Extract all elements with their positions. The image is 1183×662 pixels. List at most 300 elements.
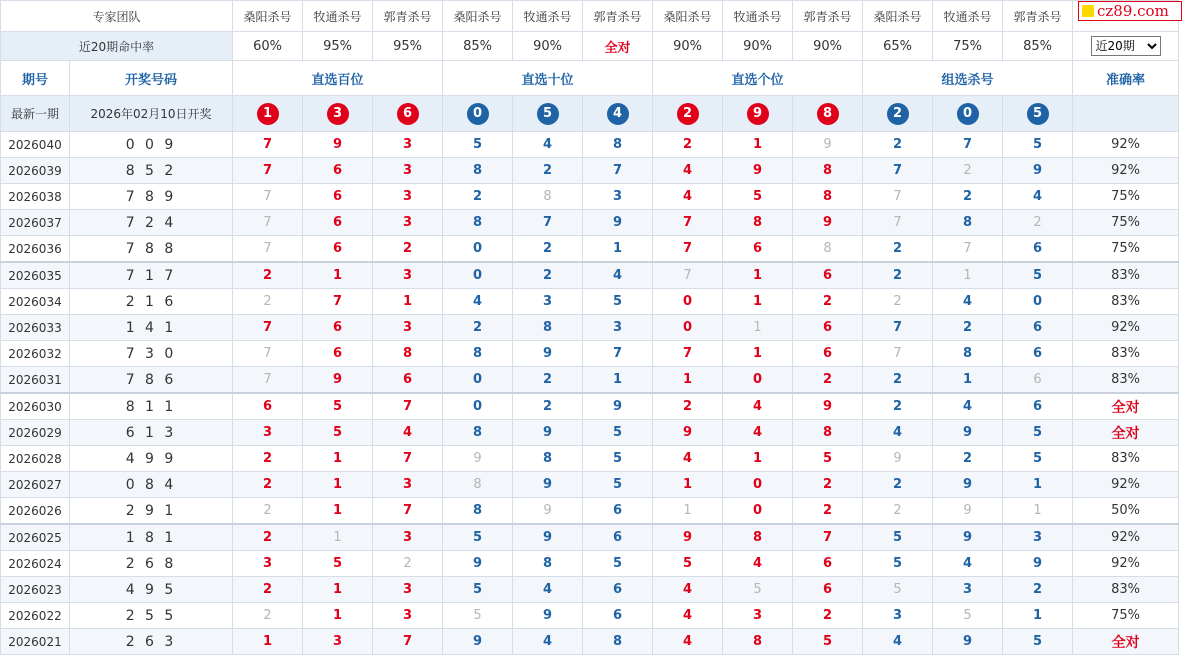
expert-name: 桑阳杀号 <box>443 1 513 32</box>
kill-number: 9 <box>653 420 723 446</box>
kill-number: 7 <box>373 498 443 525</box>
kill-number: 9 <box>1003 551 1073 577</box>
issue-number: 2026033 <box>1 315 70 341</box>
accuracy-value: 75% <box>1073 184 1179 210</box>
draw-number: 2 5 5 <box>70 603 233 629</box>
kill-number: 8 <box>723 210 793 236</box>
accuracy-value: 83% <box>1073 289 1179 315</box>
kill-number: 3 <box>233 420 303 446</box>
hit-rate: 90% <box>653 32 723 61</box>
draw-number: 6 1 3 <box>70 420 233 446</box>
kill-number: 5 <box>583 472 653 498</box>
kill-number: 6 <box>793 262 863 289</box>
kill-number: 8 <box>513 551 583 577</box>
number-ball: 6 <box>397 103 419 125</box>
kill-number: 3 <box>373 472 443 498</box>
latest-ball-cell <box>863 96 933 132</box>
kill-number: 2 <box>793 498 863 525</box>
number-ball: 4 <box>607 103 629 125</box>
table-row <box>1 577 1179 603</box>
kill-number: 5 <box>443 524 513 551</box>
kill-number: 2 <box>233 262 303 289</box>
kill-number: 9 <box>723 158 793 184</box>
kill-number: 3 <box>373 184 443 210</box>
kill-number: 6 <box>1003 315 1073 341</box>
kill-number: 2 <box>793 367 863 394</box>
kill-number: 9 <box>443 446 513 472</box>
kill-number: 2 <box>933 446 1003 472</box>
kill-number: 6 <box>1003 341 1073 367</box>
latest-ball-cell <box>793 96 863 132</box>
expert-name: 桑阳杀号 <box>233 1 303 32</box>
kill-number: 0 <box>1003 289 1073 315</box>
kill-number: 2 <box>233 603 303 629</box>
kill-number: 7 <box>933 236 1003 263</box>
kill-number: 2 <box>1003 210 1073 236</box>
kill-number: 7 <box>933 132 1003 158</box>
expert-header-row <box>1 1 1179 32</box>
kill-number: 5 <box>1003 446 1073 472</box>
expert-name: 牧通杀号 <box>933 1 1003 32</box>
kill-number: 7 <box>863 341 933 367</box>
kill-number: 3 <box>373 603 443 629</box>
kill-number: 3 <box>303 629 373 655</box>
kill-number: 5 <box>863 577 933 603</box>
kill-number: 4 <box>443 289 513 315</box>
kill-number: 5 <box>443 132 513 158</box>
kill-number: 1 <box>373 289 443 315</box>
issue-number: 2026027 <box>1 472 70 498</box>
kill-number: 6 <box>793 341 863 367</box>
kill-number: 1 <box>583 236 653 263</box>
kill-number: 4 <box>723 551 793 577</box>
table-row <box>1 472 1179 498</box>
kill-number: 5 <box>863 524 933 551</box>
kill-number: 1 <box>1003 498 1073 525</box>
kill-number: 1 <box>653 367 723 394</box>
accuracy-value: 全对 <box>1073 420 1179 446</box>
issue-number: 2026024 <box>1 551 70 577</box>
table-row <box>1 341 1179 367</box>
kill-number: 5 <box>793 446 863 472</box>
latest-ball-cell <box>1003 96 1073 132</box>
issue-number: 2026037 <box>1 210 70 236</box>
kill-number: 7 <box>583 158 653 184</box>
hit-rate: 60% <box>233 32 303 61</box>
kill-number: 0 <box>443 393 513 420</box>
kill-number: 2 <box>513 236 583 263</box>
kill-number: 3 <box>1003 524 1073 551</box>
kill-number: 6 <box>1003 236 1073 263</box>
col-units: 直选个位 <box>653 61 863 96</box>
issue-number: 2026029 <box>1 420 70 446</box>
expert-name: 桑阳杀号 <box>863 1 933 32</box>
table-row <box>1 551 1179 577</box>
issue-number: 2026025 <box>1 524 70 551</box>
kill-number: 8 <box>723 629 793 655</box>
latest-ball-cell <box>583 96 653 132</box>
kill-number: 6 <box>1003 367 1073 394</box>
kill-number: 1 <box>233 629 303 655</box>
kill-number: 1 <box>303 498 373 525</box>
kill-number: 0 <box>443 262 513 289</box>
site-logo[interactable] <box>1078 1 1182 21</box>
kill-number: 3 <box>373 210 443 236</box>
kill-number: 5 <box>723 184 793 210</box>
latest-ball-cell <box>233 96 303 132</box>
draw-number: 2 9 1 <box>70 498 233 525</box>
kill-number: 2 <box>793 289 863 315</box>
kill-number: 3 <box>373 524 443 551</box>
kill-number: 6 <box>303 210 373 236</box>
kill-number: 9 <box>443 551 513 577</box>
kill-number: 9 <box>933 420 1003 446</box>
issue-number: 2026032 <box>1 341 70 367</box>
kill-number: 5 <box>303 393 373 420</box>
kill-number: 5 <box>1003 629 1073 655</box>
kill-number: 2 <box>863 236 933 263</box>
kill-number: 5 <box>303 420 373 446</box>
accuracy-value: 83% <box>1073 577 1179 603</box>
kill-number: 1 <box>303 577 373 603</box>
kill-number: 9 <box>653 524 723 551</box>
kill-number: 7 <box>863 315 933 341</box>
expert-name: 牧通杀号 <box>303 1 373 32</box>
kill-number: 1 <box>303 446 373 472</box>
issue-number: 2026038 <box>1 184 70 210</box>
kill-number: 2 <box>653 132 723 158</box>
kill-number: 2 <box>443 184 513 210</box>
kill-number: 5 <box>653 551 723 577</box>
kill-number: 3 <box>373 577 443 603</box>
issue-number: 2026030 <box>1 393 70 420</box>
kill-number: 2 <box>793 472 863 498</box>
kill-number: 3 <box>863 603 933 629</box>
kill-number: 6 <box>373 367 443 394</box>
kill-number: 8 <box>513 446 583 472</box>
kill-number: 4 <box>653 184 723 210</box>
kill-number: 6 <box>233 393 303 420</box>
col-group: 组选杀号 <box>863 61 1073 96</box>
kill-number: 7 <box>373 629 443 655</box>
number-ball: 8 <box>817 103 839 125</box>
hit-rate: 90% <box>723 32 793 61</box>
latest-ball-cell <box>653 96 723 132</box>
team-label: 专家团队 <box>1 1 233 32</box>
number-ball: 5 <box>1027 103 1049 125</box>
kill-number: 7 <box>233 236 303 263</box>
kill-number: 5 <box>863 551 933 577</box>
kill-number: 6 <box>583 524 653 551</box>
hit-rate: 85% <box>443 32 513 61</box>
number-ball: 9 <box>747 103 769 125</box>
kill-number: 1 <box>303 524 373 551</box>
kill-number: 7 <box>233 132 303 158</box>
hit-rate: 95% <box>303 32 373 61</box>
kill-number: 1 <box>723 446 793 472</box>
kill-number: 4 <box>653 446 723 472</box>
kill-number: 0 <box>443 367 513 394</box>
kill-number: 2 <box>513 262 583 289</box>
kill-number: 9 <box>513 524 583 551</box>
kill-number: 4 <box>653 158 723 184</box>
draw-number: 7 8 8 <box>70 236 233 263</box>
kill-number: 1 <box>303 262 373 289</box>
kill-number: 1 <box>1003 472 1073 498</box>
kill-number: 6 <box>303 236 373 263</box>
number-ball: 0 <box>957 103 979 125</box>
kill-number: 7 <box>233 367 303 394</box>
draw-number: 1 4 1 <box>70 315 233 341</box>
kill-number: 7 <box>653 341 723 367</box>
kill-number: 5 <box>303 551 373 577</box>
kill-number: 4 <box>863 420 933 446</box>
kill-number: 6 <box>303 341 373 367</box>
table-row <box>1 603 1179 629</box>
kill-number: 9 <box>933 472 1003 498</box>
kill-number: 9 <box>863 446 933 472</box>
latest-ball-cell <box>723 96 793 132</box>
latest-ball-cell <box>443 96 513 132</box>
kill-number: 9 <box>793 393 863 420</box>
logo-square-icon <box>1082 5 1094 17</box>
kill-number: 7 <box>653 210 723 236</box>
kill-number: 5 <box>933 603 1003 629</box>
kill-number: 8 <box>793 236 863 263</box>
kill-number: 7 <box>233 210 303 236</box>
number-ball: 5 <box>537 103 559 125</box>
kill-number: 1 <box>723 341 793 367</box>
accuracy-value: 75% <box>1073 603 1179 629</box>
kill-number: 1 <box>583 367 653 394</box>
kill-number: 2 <box>933 315 1003 341</box>
kill-number: 8 <box>933 341 1003 367</box>
kill-number: 1 <box>1003 603 1073 629</box>
hit-rate: 85% <box>1003 32 1073 61</box>
kill-number: 2 <box>863 289 933 315</box>
kill-number: 0 <box>723 367 793 394</box>
kill-number: 9 <box>513 498 583 525</box>
number-ball: 2 <box>677 103 699 125</box>
period-select[interactable] <box>1091 36 1161 56</box>
hit-rate: 95% <box>373 32 443 61</box>
kill-number: 6 <box>303 315 373 341</box>
kill-number: 3 <box>583 184 653 210</box>
kill-number: 2 <box>1003 577 1073 603</box>
kill-number: 3 <box>583 315 653 341</box>
kill-number: 7 <box>653 236 723 263</box>
kill-number: 4 <box>723 393 793 420</box>
kill-number: 6 <box>583 577 653 603</box>
accuracy-value: 92% <box>1073 551 1179 577</box>
table-row <box>1 420 1179 446</box>
table-row <box>1 289 1179 315</box>
draw-number: 7 1 7 <box>70 262 233 289</box>
kill-number: 2 <box>233 524 303 551</box>
accuracy-value: 50% <box>1073 498 1179 525</box>
accuracy-value: 全对 <box>1073 393 1179 420</box>
kill-number: 9 <box>933 524 1003 551</box>
kill-number: 6 <box>793 577 863 603</box>
kill-number: 3 <box>373 262 443 289</box>
kill-number: 5 <box>1003 262 1073 289</box>
kill-number: 2 <box>233 472 303 498</box>
kill-number: 4 <box>933 393 1003 420</box>
kill-number: 5 <box>583 289 653 315</box>
hit-rate: 65% <box>863 32 933 61</box>
hit-rate: 全对 <box>583 32 653 61</box>
kill-number: 1 <box>653 472 723 498</box>
kill-number: 4 <box>723 420 793 446</box>
kill-number: 8 <box>443 210 513 236</box>
expert-name: 郭青杀号 <box>793 1 863 32</box>
kill-number: 2 <box>863 262 933 289</box>
kill-number: 7 <box>583 341 653 367</box>
col-draw: 开奖号码 <box>70 61 233 96</box>
accuracy-value: 83% <box>1073 446 1179 472</box>
kill-number: 0 <box>723 472 793 498</box>
kill-number: 2 <box>373 551 443 577</box>
kill-number: 7 <box>233 315 303 341</box>
col-hundreds: 直选百位 <box>233 61 443 96</box>
kill-number: 2 <box>863 367 933 394</box>
kill-number: 4 <box>373 420 443 446</box>
kill-number: 4 <box>513 629 583 655</box>
kill-number: 2 <box>513 367 583 394</box>
accuracy-value: 92% <box>1073 158 1179 184</box>
col-tens: 直选十位 <box>443 61 653 96</box>
issue-number: 2026022 <box>1 603 70 629</box>
kill-number: 7 <box>233 184 303 210</box>
kill-number: 3 <box>373 132 443 158</box>
draw-number: 4 9 9 <box>70 446 233 472</box>
kill-number: 2 <box>863 132 933 158</box>
kill-number: 2 <box>863 472 933 498</box>
table-row <box>1 236 1179 263</box>
draw-number: 7 8 6 <box>70 367 233 394</box>
table-row <box>1 393 1179 420</box>
table-row <box>1 524 1179 551</box>
kill-number: 1 <box>653 498 723 525</box>
kill-number: 9 <box>513 341 583 367</box>
latest-ball-cell <box>303 96 373 132</box>
table-row <box>1 210 1179 236</box>
kill-number: 9 <box>1003 158 1073 184</box>
kill-number: 8 <box>793 158 863 184</box>
kill-number: 9 <box>583 393 653 420</box>
logo-text: cz89.com <box>1097 2 1169 20</box>
kill-number: 1 <box>933 262 1003 289</box>
kill-number: 1 <box>303 472 373 498</box>
kill-number: 7 <box>793 524 863 551</box>
kill-number: 0 <box>443 236 513 263</box>
table-row <box>1 629 1179 655</box>
number-ball: 0 <box>467 103 489 125</box>
kill-number: 1 <box>723 132 793 158</box>
kill-number: 9 <box>513 420 583 446</box>
draw-number: 2 1 6 <box>70 289 233 315</box>
hit-rate-row <box>1 32 1179 61</box>
kill-number: 8 <box>583 132 653 158</box>
expert-name: 郭青杀号 <box>583 1 653 32</box>
table-row <box>1 315 1179 341</box>
kill-number: 4 <box>863 629 933 655</box>
kill-number: 0 <box>653 289 723 315</box>
kill-number: 4 <box>1003 184 1073 210</box>
accuracy-value: 92% <box>1073 315 1179 341</box>
expert-name: 牧通杀号 <box>513 1 583 32</box>
kill-number: 5 <box>443 577 513 603</box>
expert-name: 郭青杀号 <box>373 1 443 32</box>
kill-number: 8 <box>513 315 583 341</box>
hit-rate: 90% <box>793 32 863 61</box>
table-row <box>1 184 1179 210</box>
kill-number: 6 <box>303 158 373 184</box>
table-row <box>1 367 1179 394</box>
kill-number: 8 <box>933 210 1003 236</box>
accuracy-value: 75% <box>1073 236 1179 263</box>
issue-number: 2026034 <box>1 289 70 315</box>
expert-name: 郭青杀号 <box>1003 1 1073 32</box>
kill-number: 9 <box>583 210 653 236</box>
kill-number: 1 <box>723 315 793 341</box>
kill-number: 1 <box>303 603 373 629</box>
kill-number: 8 <box>443 498 513 525</box>
kill-number: 9 <box>303 132 373 158</box>
accuracy-value: 75% <box>1073 210 1179 236</box>
kill-number: 7 <box>233 158 303 184</box>
kill-number: 4 <box>933 551 1003 577</box>
latest-accuracy-empty <box>1073 96 1179 132</box>
kill-number: 3 <box>723 603 793 629</box>
kill-number: 8 <box>793 420 863 446</box>
kill-number: 2 <box>863 498 933 525</box>
kill-number: 7 <box>513 210 583 236</box>
kill-number: 0 <box>723 498 793 525</box>
kill-number: 8 <box>443 341 513 367</box>
kill-number: 4 <box>653 577 723 603</box>
kill-number: 4 <box>933 289 1003 315</box>
kill-number: 2 <box>443 315 513 341</box>
kill-number: 7 <box>373 393 443 420</box>
kill-number: 8 <box>793 184 863 210</box>
number-ball: 1 <box>257 103 279 125</box>
kill-number: 4 <box>653 603 723 629</box>
kill-number: 9 <box>933 498 1003 525</box>
kill-number: 8 <box>373 341 443 367</box>
kill-number: 4 <box>653 629 723 655</box>
kill-number: 9 <box>513 603 583 629</box>
draw-number: 7 2 4 <box>70 210 233 236</box>
issue-number: 2026026 <box>1 498 70 525</box>
kill-number: 4 <box>583 262 653 289</box>
draw-number: 2 6 3 <box>70 629 233 655</box>
accuracy-value: 92% <box>1073 472 1179 498</box>
kill-number: 9 <box>793 210 863 236</box>
kill-number: 5 <box>583 446 653 472</box>
kill-number: 7 <box>863 184 933 210</box>
kill-number: 5 <box>1003 420 1073 446</box>
issue-number: 2026031 <box>1 367 70 394</box>
hit-rate: 90% <box>513 32 583 61</box>
kill-number: 9 <box>933 629 1003 655</box>
accuracy-value: 全对 <box>1073 629 1179 655</box>
issue-number: 2026028 <box>1 446 70 472</box>
issue-number: 2026039 <box>1 158 70 184</box>
latest-ball-cell <box>373 96 443 132</box>
kill-number: 8 <box>443 158 513 184</box>
issue-number: 2026035 <box>1 262 70 289</box>
